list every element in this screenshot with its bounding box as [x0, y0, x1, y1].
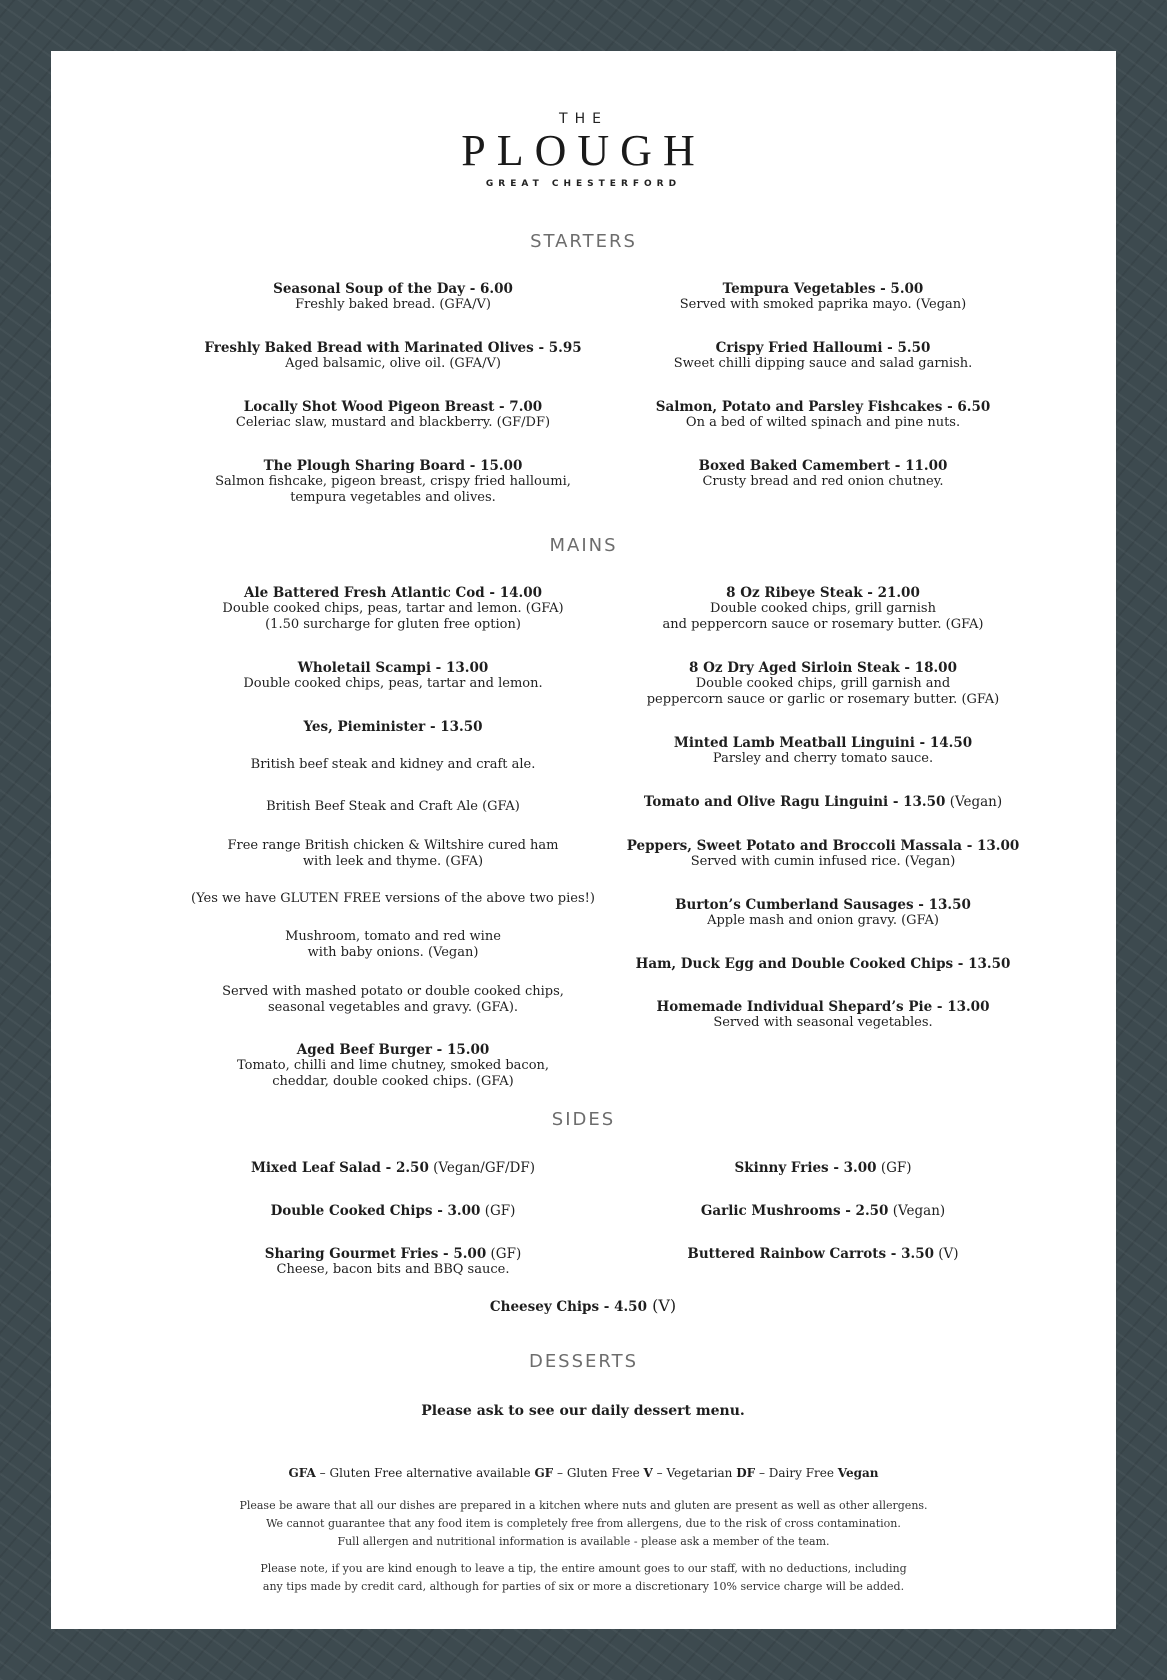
- item-desc: Salmon fishcake, pigeon breast, crispy fried halloumi,: [215, 474, 571, 489]
- item-desc: Double cooked chips, grill garnish and: [695, 676, 951, 691]
- item-name: Sharing Gourmet Fries - 5.00: [264, 1246, 487, 1262]
- item-name: Mixed Leaf Salad - 2.50: [250, 1160, 429, 1176]
- tips-line: any tips made by credit card, although for parties of six or more a discretionary 10% service charge will be added.: [262, 1580, 905, 1593]
- item-desc: Aged balsamic, olive oil. (GFA/V): [285, 356, 501, 371]
- item-name: The Plough Sharing Board - 15.00: [263, 458, 523, 474]
- menu-item: [158, 340, 628, 372]
- item-name: Locally Shot Wood Pigeon Breast - 7.00: [243, 399, 543, 415]
- item-desc: On a bed of wilted spinach and pine nuts.: [685, 415, 961, 430]
- item-name: Peppers, Sweet Potato and Broccoli Massala - 13.00: [626, 838, 1020, 854]
- menu-item: [588, 660, 1058, 708]
- pie-gluten-note: (Yes we have GLUTEN FREE versions of the above two pies!): [191, 891, 595, 906]
- item-desc: Served with mashed potato or double cooked chips,: [222, 984, 564, 999]
- menu-item: [588, 838, 1058, 870]
- item-desc: seasonal vegetables and gravy. (GFA).: [267, 1000, 519, 1015]
- menu-item: [158, 1042, 628, 1090]
- diet-tag: (GF): [480, 1203, 516, 1219]
- item-desc: Double cooked chips, peas, tartar and lemon. (GFA): [222, 601, 564, 616]
- menu-item: [588, 1203, 1058, 1219]
- item-desc: Served with smoked paprika mayo. (Vegan): [679, 297, 967, 312]
- item-name: 8 Oz Dry Aged Sirloin Steak - 18.00: [689, 660, 957, 676]
- menu-item: [588, 1160, 1058, 1176]
- diet-tag: (GF): [876, 1160, 912, 1176]
- menu-page: [51, 51, 1116, 1629]
- item-name: Homemade Individual Shepard’s Pie - 13.00: [656, 999, 990, 1015]
- legend-text: – Gluten Free: [553, 1466, 644, 1480]
- item-desc: Double cooked chips, grill garnish: [710, 601, 936, 616]
- item-desc: with leek and thyme. (GFA): [302, 854, 484, 869]
- item-desc: with baby onions. (Vegan): [307, 945, 479, 960]
- legend-key: GFA: [288, 1466, 316, 1480]
- item-name: Ale Battered Fresh Atlantic Cod - 14.00: [243, 585, 543, 601]
- item-name: Wholetail Scampi - 13.00: [297, 660, 489, 676]
- legend-key: DF: [736, 1466, 756, 1480]
- menu-item: [588, 1246, 1058, 1262]
- legend-key: Vegan: [837, 1466, 879, 1480]
- menu-item: [588, 281, 1058, 313]
- pie-option: British beef steak and kidney and craft ale.: [250, 757, 536, 772]
- item-desc: Free range British chicken & Wiltshire cured ham: [227, 838, 559, 853]
- item-name: Double Cooked Chips - 3.00: [270, 1203, 481, 1219]
- mains-heading: MAINS: [549, 535, 618, 556]
- desserts-heading: DESSERTS: [528, 1351, 639, 1372]
- logo-the: THE: [559, 111, 608, 127]
- menu-item: [158, 399, 628, 431]
- allergen-notice: [51, 1497, 1116, 1551]
- menu-item: [588, 399, 1058, 431]
- item-desc: (1.50 surcharge for gluten free option): [265, 617, 521, 632]
- item-desc: Freshly baked bread. (GFA/V): [295, 297, 491, 312]
- item-desc: and peppercorn sauce or rosemary butter. (GFA): [662, 617, 984, 632]
- item-name: Buttered Rainbow Carrots - 3.50: [687, 1246, 934, 1262]
- item-name: Please ask to see our daily dessert menu.: [421, 1403, 745, 1419]
- item-name: Boxed Baked Camembert - 11.00: [698, 458, 948, 474]
- logo: [51, 111, 1116, 189]
- logo-name: PLOUGH: [461, 126, 706, 175]
- item-name: Skinny Fries - 3.00: [734, 1160, 877, 1176]
- menu-item: [158, 585, 628, 633]
- sides-heading: SIDES: [551, 1109, 616, 1130]
- starters-heading: STARTERS: [530, 231, 637, 252]
- item-desc: tempura vegetables and olives.: [290, 490, 496, 505]
- item-name: Burton’s Cumberland Sausages - 13.50: [675, 897, 971, 913]
- menu-item: [588, 794, 1058, 810]
- menu-item: [158, 719, 628, 735]
- item-desc: Apple mash and onion gravy. (GFA): [707, 913, 939, 928]
- menu-item: [588, 956, 1058, 972]
- item-name-text: Tomato and Olive Ragu Linguini - 13.50: [643, 794, 946, 810]
- logo-location: GREAT CHESTERFORD: [485, 179, 682, 189]
- menu-item: [588, 735, 1058, 767]
- item-name: Crispy Fried Halloumi - 5.50: [715, 340, 931, 356]
- item-desc: Cheese, bacon bits and BBQ sauce.: [276, 1262, 510, 1277]
- diet-tag: (Vegan): [945, 794, 1003, 810]
- menu-item: [158, 660, 628, 692]
- item-name: [588, 794, 1058, 810]
- pie-option: British Beef Steak and Craft Ale (GFA): [266, 799, 520, 814]
- item-desc: Double cooked chips, peas, tartar and lemon.: [243, 676, 543, 691]
- item-name: Freshly Baked Bread with Marinated Olives - 5.95: [204, 340, 582, 356]
- legend-key: GF: [534, 1466, 554, 1480]
- menu-item: [588, 585, 1058, 633]
- item-name: Cheesey Chips - 4.50: [489, 1299, 647, 1315]
- menu-item: [158, 458, 628, 506]
- allergen-line: We cannot guarantee that any food item is completely free from allergens, due to the risk of cross contamination.: [266, 1517, 901, 1530]
- item-name: Ham, Duck Egg and Double Cooked Chips - 13.50: [635, 956, 1011, 972]
- item-name: Aged Beef Burger - 15.00: [296, 1042, 490, 1058]
- legend-text: – Gluten Free alternative available: [315, 1466, 535, 1480]
- item-desc: Served with cumin infused rice. (Vegan): [690, 854, 956, 869]
- menu-item: [348, 1298, 818, 1315]
- menu-item: [158, 1246, 628, 1278]
- item-name: Seasonal Soup of the Day - 6.00: [273, 281, 513, 297]
- item-desc: Served with seasonal vegetables.: [713, 1015, 933, 1030]
- item-desc: peppercorn sauce or garlic or rosemary butter. (GFA): [646, 692, 1000, 707]
- diet-tag: (V): [933, 1246, 959, 1262]
- pie-option: [158, 929, 628, 961]
- legend-key: V: [643, 1466, 653, 1480]
- legend-text: – Dairy Free: [755, 1466, 838, 1480]
- tips-notice: [51, 1560, 1116, 1596]
- diet-tag: (V): [646, 1296, 677, 1315]
- menu-item: [158, 281, 628, 313]
- item-name: Salmon, Potato and Parsley Fishcakes - 6.50: [655, 399, 991, 415]
- item-name: Tempura Vegetables - 5.00: [722, 281, 924, 297]
- tips-line: Please note, if you are kind enough to leave a tip, the entire amount goes to our staff, with no deductions, including: [260, 1562, 907, 1575]
- menu-item: [158, 1160, 628, 1176]
- item-desc: Tomato, chilli and lime chutney, smoked bacon,: [236, 1058, 550, 1073]
- pie-option: [158, 838, 628, 870]
- item-desc: cheddar, double cooked chips. (GFA): [272, 1074, 514, 1089]
- item-desc: Sweet chilli dipping sauce and salad garnish.: [673, 356, 973, 371]
- item-desc: Parsley and cherry tomato sauce.: [712, 751, 934, 766]
- diet-tag: (GF): [486, 1246, 522, 1262]
- item-desc: Crusty bread and red onion chutney.: [702, 474, 944, 489]
- menu-item: [588, 340, 1058, 372]
- menu-item: [588, 999, 1058, 1031]
- item-desc: Celeriac slaw, mustard and blackberry. (GF/DF): [235, 415, 551, 430]
- item-name: Yes, Pieminister - 13.50: [303, 719, 483, 735]
- diet-tag: (Vegan): [888, 1203, 946, 1219]
- legend-text: – Vegetarian: [652, 1466, 737, 1480]
- item-name: 8 Oz Ribeye Steak - 21.00: [726, 585, 920, 601]
- item-name: Garlic Mushrooms - 2.50: [700, 1203, 889, 1219]
- dessert-note: [298, 1403, 868, 1419]
- item-name: Minted Lamb Meatball Linguini - 14.50: [673, 735, 973, 751]
- allergen-line: Please be aware that all our dishes are prepared in a kitchen where nuts and gluten are present as well as other allergens.: [239, 1499, 928, 1512]
- menu-item: [158, 1203, 628, 1219]
- menu-item: [588, 458, 1058, 490]
- allergen-line: Full allergen and nutritional information is available - please ask a member of the team.: [337, 1535, 830, 1548]
- diet-tag: (Vegan/GF/DF): [428, 1160, 536, 1176]
- item-desc: Mushroom, tomato and red wine: [285, 929, 501, 944]
- diet-legend: [51, 1466, 1116, 1480]
- pie-sides: [158, 984, 628, 1016]
- menu-item: [588, 897, 1058, 929]
